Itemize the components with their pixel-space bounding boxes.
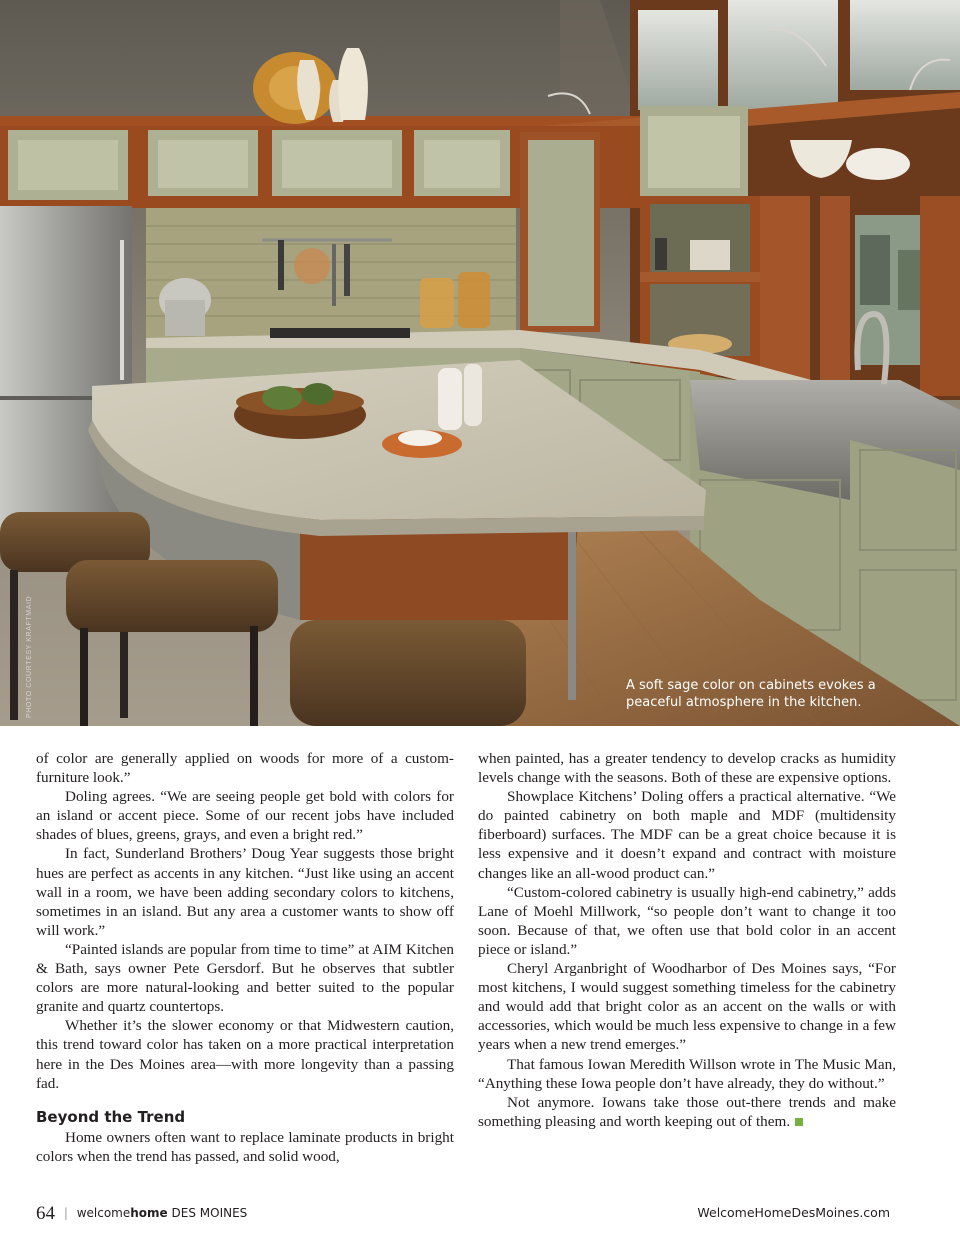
paragraph-last xyxy=(478,1093,896,1131)
page-footer xyxy=(36,1203,890,1223)
magazine-brand xyxy=(77,1206,168,1220)
photo-caption: A soft sage color on cabinets evokes a peaceful atmosphere in the kitchen. xyxy=(626,678,876,710)
paragraph: of color are generally applied on woods for more of a custom-furniture look.” xyxy=(36,750,454,787)
paragraph: Home owners often want to replace laminate products in bright colors when the trend has passed, and solid wood, xyxy=(36,1128,454,1165)
paragraph: Doling agrees. “We are seeing people get bold with colors for an island or accent piece. Some of our recent jobs have included shades of blues, greens, grays, and even a bright red.” xyxy=(36,788,454,844)
paragraph: In fact, Sunderland Brothers’ Doug Year suggests those bright hues are perfect as accents in any kitchen. “Just like using an accent wall in a room, we have been adding secondary colors to kitchens, sometimes in an island. But any area a customer wants to show off will work.” xyxy=(36,845,454,939)
section-heading: Beyond the Trend xyxy=(36,1107,186,1126)
paragraph: That famous Iowan Meredith Willson wrote in The Music Man, “Anything these Iowa people don’t have already, they do without.” xyxy=(478,1055,896,1092)
brand-edition: DES MOINES xyxy=(171,1206,248,1220)
brand-welcome: welcome xyxy=(76,1206,131,1220)
paragraph: Showplace Kitchens’ Doling offers a practical alternative. “We do painted cabinetry on both maple and MDF (multidensity fiberboard) surfaces. The MDF can be a great choice because it is less expensive and it doesn’t expand and contract with moisture changes like an all-wood product can.” xyxy=(478,788,896,882)
paragraph-text: Not anymore. Iowans take those out-there trends and make something pleasing and worth keeping out of them. xyxy=(478,1093,896,1130)
paragraph: “Painted islands are popular from time to time” at AIM Kitchen & Bath, says owner Pete Gersdorf. But he observes that subtler colors are more natural-looking and better suited to the popular granite and quartz countertops. xyxy=(36,940,454,1016)
paragraph: Whether it’s the slower economy or that Midwestern caution, this trend toward color has taken on a more practical interpretation here in the Des Moines area—with more longevity than a passing fad. xyxy=(36,1017,454,1092)
paragraph: “Custom-colored cabinetry is usually high-end cabinetry,” adds Lane of Moehl Millwork, “so people don’t want to change it too soon. Because of that, we often use that bold color in an accent piece or island.” xyxy=(478,883,896,958)
paragraph: Cheryl Arganbright of Woodharbor of Des Moines says, “For most kitchens, I would suggest something timeless for the cabinetry and would add that bright color as an accent on the walls or with accessories, which would be much less expensive to change in a few years when a new trend emerges.” xyxy=(478,960,896,1054)
website-url: WelcomeHomeDesMoines.com xyxy=(697,1205,890,1220)
article-column-left xyxy=(36,749,454,1166)
article-column-right xyxy=(478,749,896,1131)
footer-separator: | xyxy=(63,1206,68,1220)
brand-home: home xyxy=(130,1206,168,1220)
photo-credit: PHOTO COURTESY KRAFTMAID xyxy=(26,595,33,718)
paragraph: when painted, has a greater tendency to develop cracks as humidity levels change with the seasons. Both of these are expensive options. xyxy=(478,750,896,787)
end-mark-icon xyxy=(795,1118,803,1126)
page-number: 64 xyxy=(36,1203,55,1224)
